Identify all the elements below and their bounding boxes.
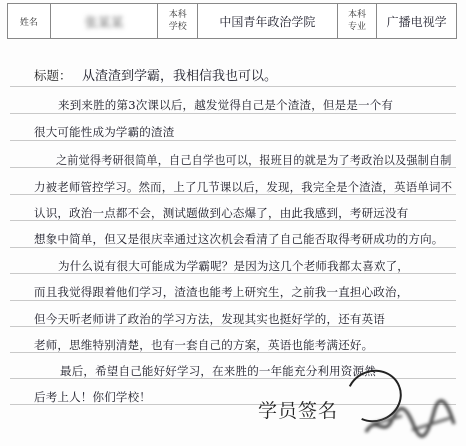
ruled-line xyxy=(10,247,456,248)
essay-line: 认识，政治一点都不会，测试题做到心态爆了，由此我感到，考研远没有 xyxy=(34,206,409,220)
essay-line: 想象中简单，但又是很庆幸通过这次机会看清了自己能否取得考研成功的方向。 xyxy=(34,232,444,246)
signature-label: 学员签名 xyxy=(258,400,339,422)
essay-line: 最后，希望自己能好好学习，在来胜的一年能充分利用资源然 xyxy=(60,364,376,378)
name-label: 姓名 xyxy=(8,4,51,38)
essay-line: 力被老师管控学习。然而，上了几节课以后，发现，我完全是个渣渣，英语单词不 xyxy=(34,180,453,194)
student-info-table xyxy=(7,3,457,39)
essay-line: 来到来胜的第3次课以后，越发觉得自己是个渣渣，但是是一个有 xyxy=(58,98,394,112)
essay-line: 老师，思维特别清楚，也有一套自己的方案，英语也能考满还好。 xyxy=(34,338,374,352)
essay-line: 很大可能性成为学霸的渣渣 xyxy=(34,125,175,139)
school-label-line-2: 学校 xyxy=(168,22,187,32)
major-label xyxy=(338,4,378,38)
essay-line: 但今天听老师讲了政治的学习方法，发现其实也挺好学的，还有英语 xyxy=(34,312,385,326)
major-label-line-1: 本科 xyxy=(347,10,366,20)
ruled-line xyxy=(10,86,456,87)
essay-line: 为什么说有很大可能成为学霸呢？是因为这几个老师我都太喜欢了， xyxy=(58,259,409,273)
major-value-text: 广播电视学 xyxy=(386,14,447,29)
name-value xyxy=(51,4,159,38)
ruled-line xyxy=(10,113,456,114)
school-label-line-1: 本科 xyxy=(168,10,187,20)
ruled-line xyxy=(10,300,456,301)
essay-line: 后考上人！你们学校！ xyxy=(34,390,151,404)
major-value xyxy=(377,4,456,38)
school-label xyxy=(158,4,198,38)
school-value xyxy=(198,4,337,38)
essay-title: 从渣渣到学霸，我相信我也可以。 xyxy=(82,69,278,84)
title-label: 标题： xyxy=(34,68,72,83)
school-value-text: 中国青年政治学院 xyxy=(219,14,316,29)
name-value-text: 张某某 xyxy=(84,15,124,31)
major-label-line-2: 专业 xyxy=(347,22,366,32)
ruled-line xyxy=(10,140,456,141)
essay-line: 而且我觉得跟着他们学习，渣渣也能考上研究生，之前我一直担心政治， xyxy=(34,285,409,299)
signature-scribble xyxy=(362,394,458,440)
essay-line: 之前觉得考研很简单，自己自学也可以，报班目的就是为了考政治以及强制自制 xyxy=(56,153,452,167)
